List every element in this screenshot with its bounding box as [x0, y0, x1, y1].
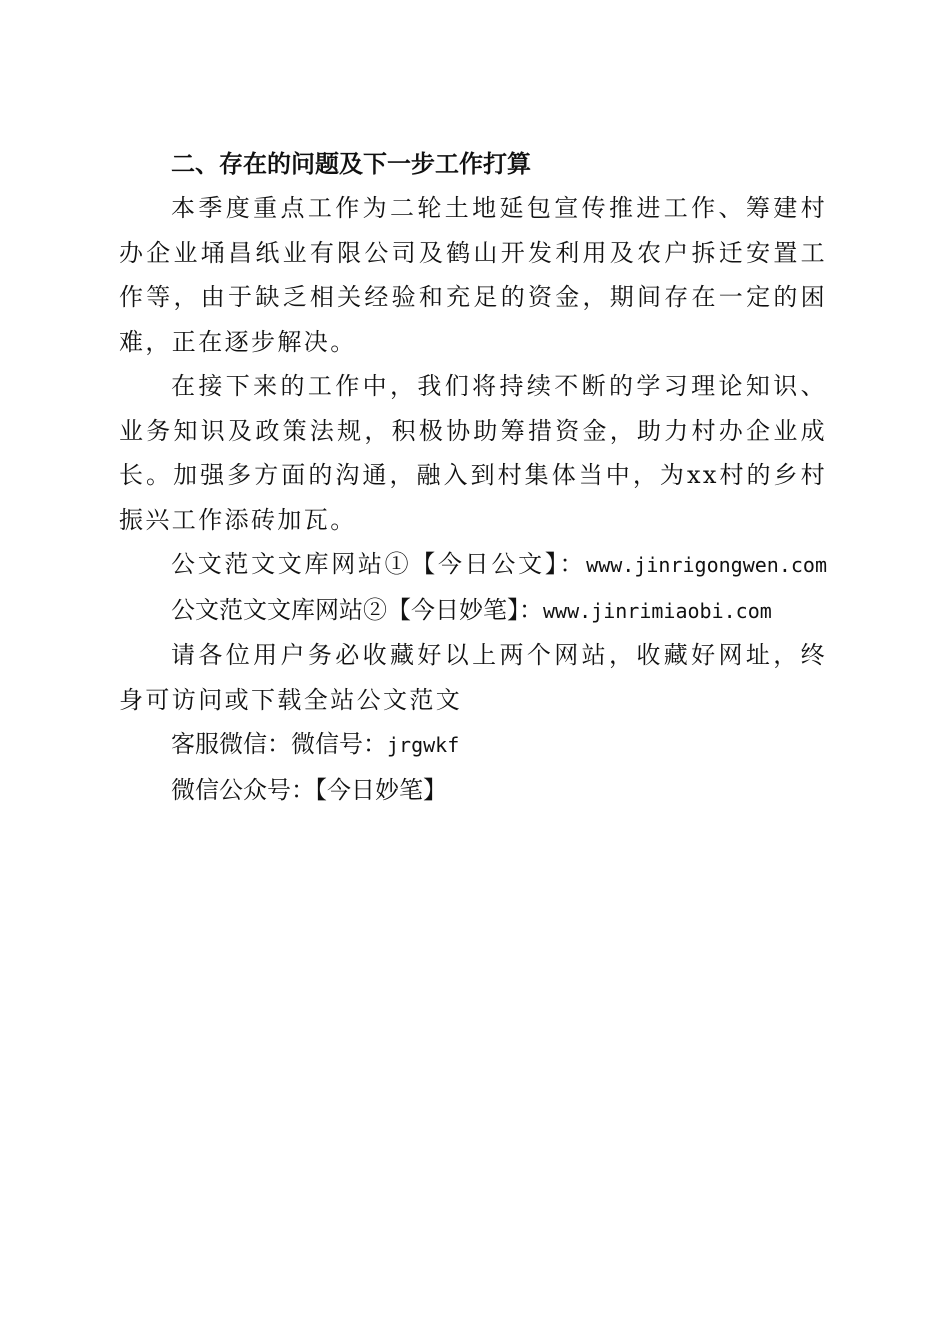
wechat-official-line: [119, 768, 827, 813]
site-1-label: 公文范文文库网站①【今日公文】：: [171, 550, 587, 578]
paragraph-problems: 本季度重点工作为二轮土地延包宣传推进工作、筹建村办企业埇昌纸业有限公司及鹤山开发利用及农户拆迁安置工作等，由于缺乏相关经验和充足的资金，期间存在一定的困难，正在逐步解决。: [119, 194, 827, 356]
site-2-url: www.jinrimiaobi.com: [543, 598, 772, 623]
wechat-official-label: 微信公众号：: [171, 775, 315, 804]
wechat-official-name: 【今日妙笔】: [315, 775, 447, 804]
site-1-url: www.jinrigongwen.com: [586, 553, 827, 577]
site-2-line: [119, 588, 827, 634]
wechat-service-label: 客服微信：微信号：: [171, 730, 387, 758]
wechat-service-line: [119, 722, 827, 768]
wechat-service-id: jrgwkf: [387, 733, 460, 757]
site-2-label: 公文范文文库网站②【今日妙笔】：: [171, 595, 543, 624]
paragraph-next-steps: 在接下来的工作中，我们将持续不断的学习理论知识、业务知识及政策法规，积极协助筹措资金，助力村办企业成长。加强多方面的沟通，融入到村集体当中，为xx村的乡村振兴工作添砖加瓦。: [119, 372, 827, 534]
site-1-line: [119, 542, 827, 588]
bookmark-notice: 请各位用户务必收藏好以上两个网站，收藏好网址，终身可访问或下载全站公文范文: [119, 641, 827, 714]
section-heading: 二、存在的问题及下一步工作打算: [171, 150, 531, 178]
document-body: [119, 142, 827, 812]
